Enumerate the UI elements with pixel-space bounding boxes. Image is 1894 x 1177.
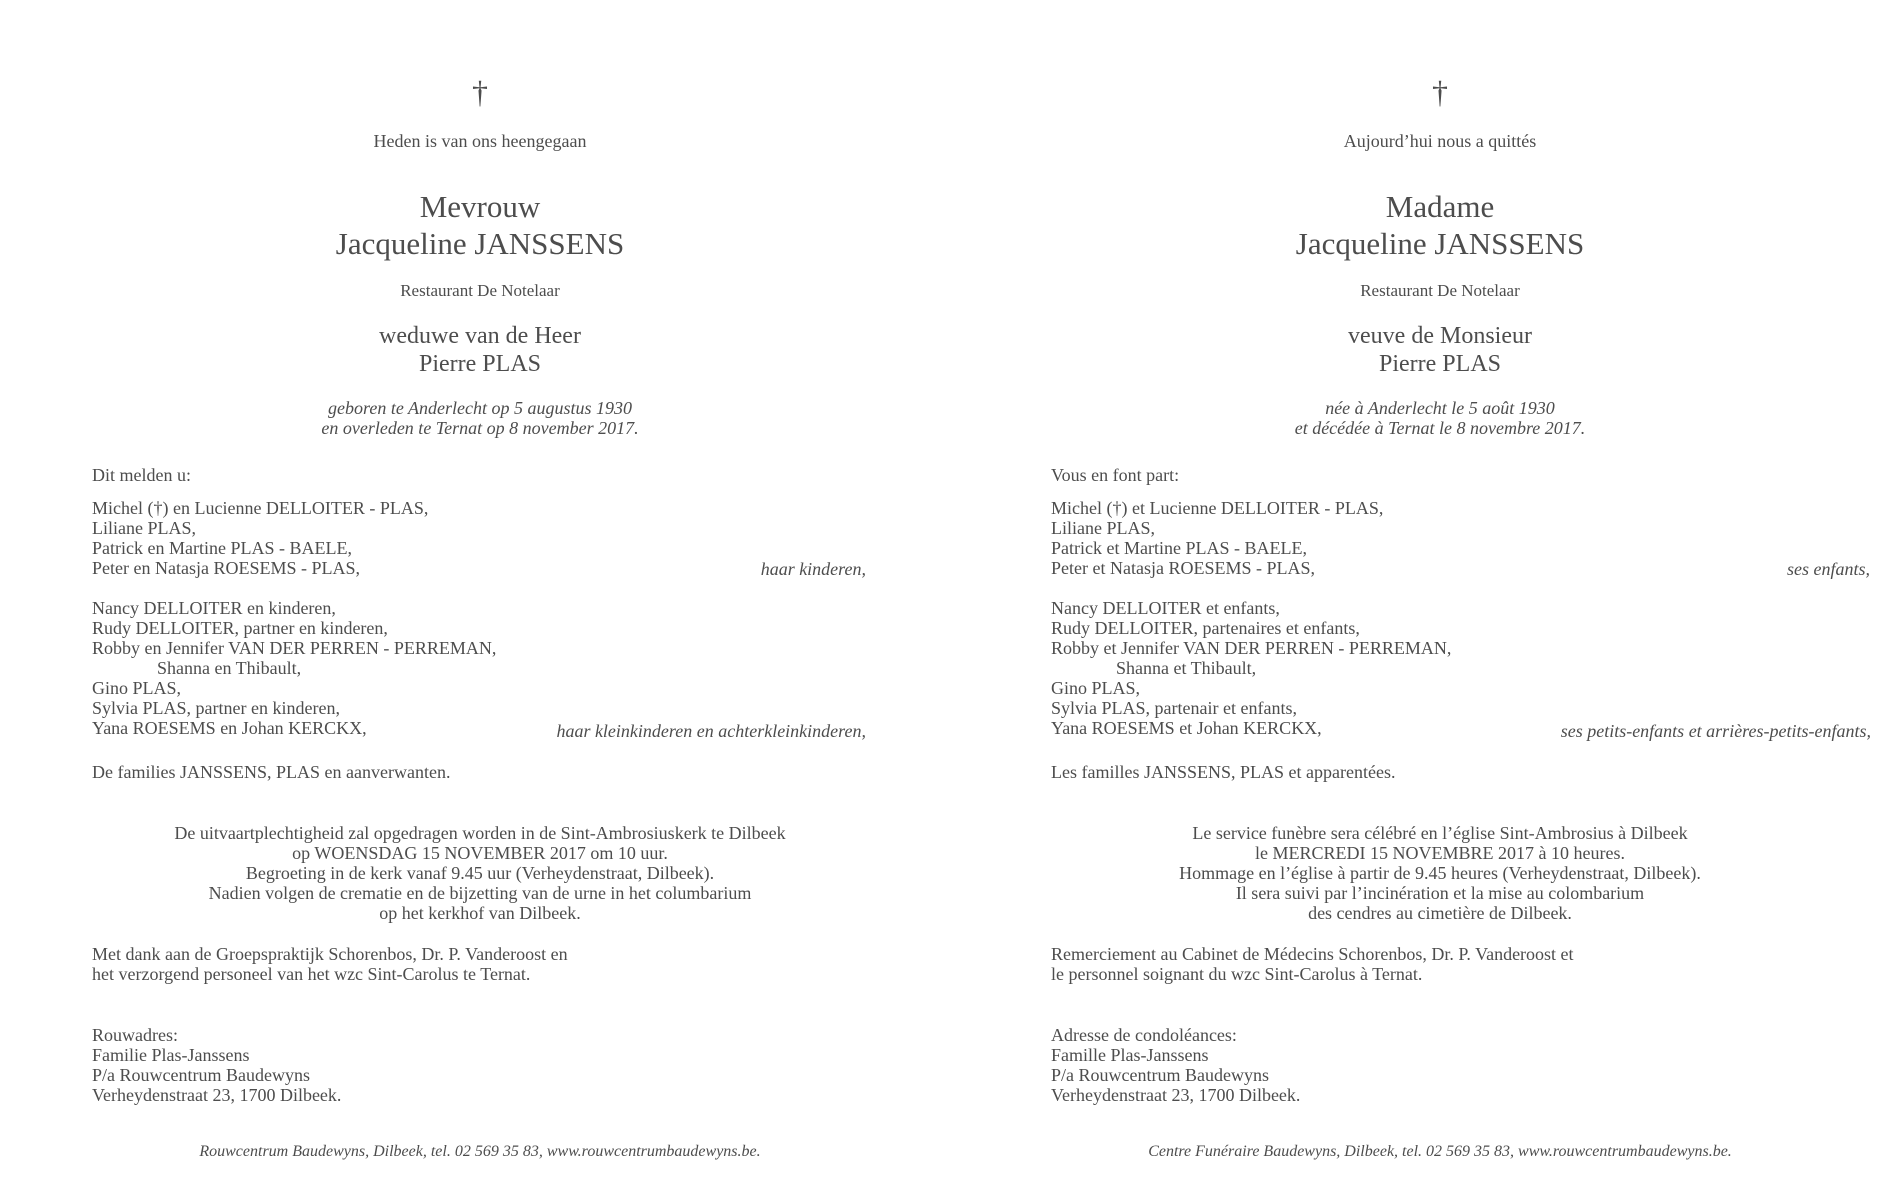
grandchildren-role: ses petits-enfants et arrières-petits-enfants, [1560,721,1871,741]
thanks-line: le personnel soignant du wzc Sint-Carolus à Ternat. [1051,964,1423,984]
family-member: Nancy DELLOITER et enfants, [1051,598,1280,618]
family-member: Sylvia PLAS, partner en kinderen, [92,698,340,718]
announce-line: Vous en font part: [1051,465,1180,485]
family-member: Sylvia PLAS, partenair et enfants, [1051,698,1297,718]
address-line: Famille Plas-Janssens [1051,1045,1209,1065]
address-block [1051,1025,1300,1105]
family-member: Shanna et Thibault, [1116,658,1257,678]
service-line: Hommage en l’église à partir de 9.45 heures (Verheydenstraat, Dilbeek). [1179,863,1701,883]
thanks-block [1051,944,1574,984]
spouse-name: Pierre PLAS [1379,351,1501,377]
family-member: Yana ROESEMS en Johan KERCKX, [92,718,367,738]
family-member: Liliane PLAS, [1051,518,1155,538]
cross-icon: † [472,74,488,110]
service-info [0,823,960,923]
service-line: le MERCREDI 15 NOVEMBRE 2017 à 10 heures. [1255,843,1625,863]
grandchildren-role: haar kleinkinderen en achterkleinkinderen, [556,721,866,741]
spouse-name: Pierre PLAS [419,351,541,377]
address-line: P/a Rouwcentrum Baudewyns [1051,1065,1269,1085]
service-line: Le service funèbre sera célébré en l’église Sint-Ambrosius à Dilbeek [1192,823,1688,843]
spouse-relation: weduwe van de Heer [379,323,581,349]
service-line: De uitvaartplechtigheid zal opgedragen worden in de Sint-Ambrosiuskerk te Dilbeek [174,823,786,843]
family-member: Rudy DELLOITER, partner en kinderen, [92,618,388,638]
death-line: en overleden te Ternat op 8 november 2017. [321,418,639,438]
spouse-block [0,322,960,378]
address-line: Adresse de condoléances: [1051,1025,1237,1045]
deceased-title: Mevrouw [419,189,541,224]
family-list [92,498,496,738]
thanks-line: het verzorgend personeel van het wzc Sint-Carolus te Ternat. [92,964,531,984]
intro-text: Heden is van ons heengegaan [373,131,587,151]
service-line: Il sera suivi par l’incinération et la mise au colombarium [1235,883,1645,903]
service-line: Nadien volgen de crematie en de bijzetting van de urne in het columbarium [208,883,752,903]
family-member: Shanna en Thibault, [157,658,302,678]
family-list [1051,498,1451,738]
family-member: Patrick et Martine PLAS - BAELE, [1051,538,1307,558]
family-member: Liliane PLAS, [92,518,196,538]
footer-line: Centre Funéraire Baudewyns, Dilbeek, tel. 02 569 35 83, www.rouwcentrumbaudewyns.be. [1148,1143,1732,1160]
family-member: Robby en Jennifer VAN DER PERREN - PERREMAN, [92,638,497,658]
announce-line: Dit melden u: [92,465,191,485]
families-line: Les familles JANSSENS, PLAS et apparentées. [1051,762,1396,782]
deceased-fullname: Jacqueline JANSSENS [1295,226,1585,261]
address-line: Familie Plas-Janssens [92,1045,250,1065]
service-line: op het kerkhof van Dilbeek. [379,903,581,923]
children-role: ses enfants, [1787,559,1870,579]
service-line: des cendres au cimetière de Dilbeek. [1308,903,1572,923]
address-line: Verheydenstraat 23, 1700 Dilbeek. [92,1085,342,1105]
address-line: P/a Rouwcentrum Baudewyns [92,1065,310,1085]
address-line: Verheydenstraat 23, 1700 Dilbeek. [1051,1085,1301,1105]
thanks-line: Met dank aan de Groepspraktijk Schorenbos, Dr. P. Vanderoost en [92,944,568,964]
footer-line: Rouwcentrum Baudewyns, Dilbeek, tel. 02 569 35 83, www.rouwcentrumbaudewyns.be. [199,1143,761,1160]
death-line: et décédée à Ternat le 8 novembre 2017. [1294,418,1586,438]
spouse-relation: veuve de Monsieur [1348,323,1532,349]
deceased-fullname: Jacqueline JANSSENS [335,226,625,261]
deceased-title: Madame [1385,189,1495,224]
children-role: haar kinderen, [760,559,866,579]
birth-line: née à Anderlecht le 5 août 1930 [1325,398,1555,418]
death-notice-french [960,0,1894,1177]
address-block [92,1025,341,1105]
thanks-block [92,944,568,984]
family-member: Gino PLAS, [1051,678,1141,698]
family-member: Peter et Natasja ROESEMS - PLAS, [1051,558,1315,578]
families-line: De families JANSSENS, PLAS en aanverwanten. [92,762,451,782]
business-name: Restaurant De Notelaar [400,281,560,300]
birth-line: geboren te Anderlecht op 5 augustus 1930 [328,398,632,418]
family-member: Michel (†) en Lucienne DELLOITER - PLAS, [92,498,429,518]
business-name: Restaurant De Notelaar [1360,281,1520,300]
family-member: Rudy DELLOITER, partenaires et enfants, [1051,618,1360,638]
family-member: Gino PLAS, [92,678,182,698]
address-line: Rouwadres: [92,1025,178,1045]
life-dates [0,398,960,438]
life-dates [960,398,1894,438]
deceased-name [960,188,1894,262]
family-member: Yana ROESEMS et Johan KERCKX, [1051,718,1322,738]
service-line: Begroeting in de kerk vanaf 9.45 uur (Verheydenstraat, Dilbeek). [245,863,715,883]
intro-text: Aujourd’hui nous a quittés [1343,131,1537,151]
cross-icon: † [1432,74,1448,110]
thanks-line: Remerciement au Cabinet de Médecins Schorenbos, Dr. P. Vanderoost et [1051,944,1574,964]
family-member: Nancy DELLOITER en kinderen, [92,598,336,618]
service-info [960,823,1894,923]
family-member: Robby et Jennifer VAN DER PERREN - PERREMAN, [1051,638,1452,658]
deceased-name [0,188,960,262]
family-member: Patrick en Martine PLAS - BAELE, [92,538,352,558]
spouse-block [960,322,1894,378]
service-line: op WOENSDAG 15 NOVEMBER 2017 om 10 uur. [292,843,668,863]
family-member: Michel (†) et Lucienne DELLOITER - PLAS, [1051,498,1384,518]
family-member: Peter en Natasja ROESEMS - PLAS, [92,558,360,578]
